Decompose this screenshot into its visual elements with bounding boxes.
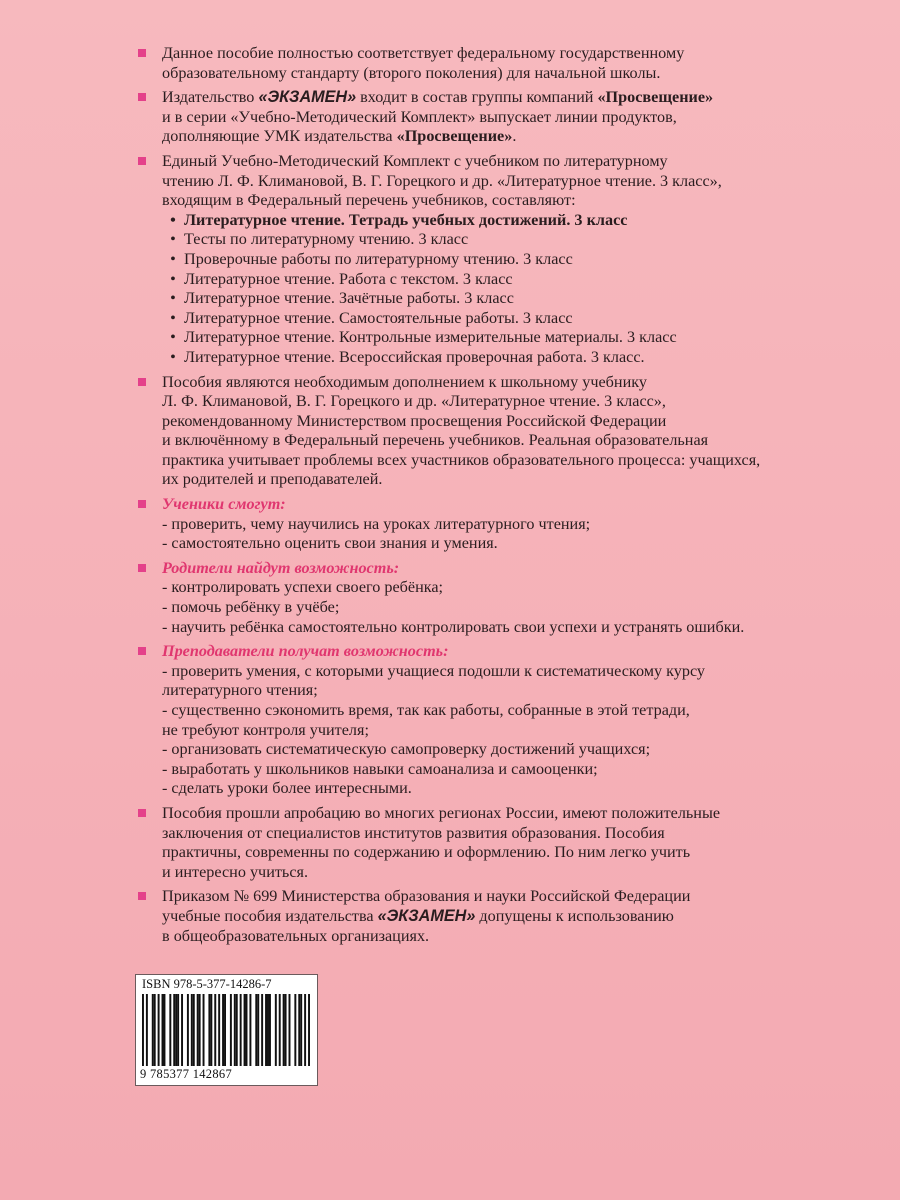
barcode-bar	[203, 994, 205, 1066]
text-line: Единый Учебно-Методический Комплект с учебником по литературному	[162, 151, 668, 170]
text-fragment: учебные пособия издательства	[162, 906, 378, 925]
barcode-bar	[142, 994, 144, 1066]
barcode-bar	[158, 994, 160, 1066]
section-heading: Ученики смогут:	[162, 495, 286, 514]
bullet-icon: •	[170, 308, 176, 327]
publisher-name: «Просвещение»	[396, 127, 513, 146]
barcode-bar	[230, 994, 232, 1066]
barcode-bar	[265, 994, 267, 1066]
barcode-bar	[240, 994, 242, 1066]
list-item-label: Литературное чтение. Работа с текстом. 3 класс	[184, 269, 513, 288]
barcode-bar	[249, 994, 251, 1066]
barcode-bar	[193, 994, 195, 1066]
square-bullet-icon	[138, 809, 146, 817]
list-item-label: Литературное чтение. Всероссийская проверочная работа. 3 класс.	[184, 347, 645, 366]
bullet-icon: •	[170, 210, 176, 229]
text-line: практичны, современны по содержанию и оформлению. По ним легко учить	[162, 843, 691, 862]
text-line: Л. Ф. Климановой, В. Г. Горецкого и др. «Литературное чтение. 3 класс»,	[162, 392, 666, 411]
square-bullet-icon	[138, 647, 146, 655]
barcode-bar	[255, 994, 257, 1066]
text-line: чтению Л. Ф. Климановой, В. Г. Горецкого и др. «Литературное чтение. 3 класс»,	[162, 171, 722, 190]
text-line: - помочь ребёнку в учёбе;	[162, 598, 340, 617]
barcode-bar	[210, 994, 212, 1066]
text-fragment: входит в состав группы компаний	[356, 88, 598, 107]
barcode-bar	[269, 994, 271, 1066]
barcode-bar	[267, 994, 269, 1066]
cover-text	[134, 44, 874, 951]
text-line: Пособия являются необходимым дополнением к школьному учебнику	[162, 372, 647, 391]
list-item-label: Литературное чтение. Контрольные измерительные материалы. 3 класс	[184, 328, 677, 347]
text-line: - проверить, чему научились на уроках литературного чтения;	[162, 514, 591, 533]
barcode-bar	[152, 994, 154, 1066]
publisher-name: «Просвещение»	[597, 88, 714, 107]
paragraph-publisher	[134, 88, 874, 147]
barcode-bar	[236, 994, 238, 1066]
list-item	[162, 230, 874, 250]
list-item-label: Проверочные работы по литературному чтению. 3 класс	[184, 249, 573, 268]
paragraph-addition	[134, 373, 874, 491]
text-line: Пособия прошли апробацию во многих регионах России, имеют положительные	[162, 803, 721, 822]
text-line: - выработать у школьников навыки самоанализа и самооценки;	[162, 759, 598, 778]
barcode-bar	[199, 994, 201, 1066]
barcode-bar	[283, 994, 285, 1066]
barcode-bar	[304, 994, 306, 1066]
list-item	[162, 348, 874, 368]
barcode-bar	[162, 994, 164, 1066]
barcode-bar	[222, 994, 224, 1066]
section-parents	[134, 559, 874, 637]
brand-name: «ЭКЗАМЕН»	[377, 906, 476, 925]
barcode-bar	[208, 994, 210, 1066]
barcode-bar	[289, 994, 291, 1066]
paragraph-approbation	[134, 804, 874, 882]
text-line: практика учитывает проблемы всех участников образовательного процесса: учащихся,	[162, 450, 761, 469]
text-line: - организовать систематическую самопроверку достижений учащихся;	[162, 740, 651, 759]
section-heading: Преподаватели получат возможность:	[162, 642, 449, 661]
bullet-icon: •	[170, 289, 176, 308]
bullet-icon: •	[170, 347, 176, 366]
text-line: Приказом № 699 Министерства образования и науки Российской Федерации	[162, 887, 691, 906]
section-students	[134, 495, 874, 554]
barcode-bar	[261, 994, 263, 1066]
square-bullet-icon	[138, 157, 146, 165]
text-line: входящим в Федеральный перечень учебников, составляют:	[162, 191, 576, 210]
barcode-bar	[177, 994, 179, 1066]
paragraph-standard	[134, 44, 874, 83]
square-bullet-icon	[138, 49, 146, 57]
list-item	[162, 211, 874, 231]
barcode-bar	[197, 994, 199, 1066]
barcode-bar	[300, 994, 302, 1066]
text-fragment: .	[512, 127, 517, 146]
text-line: - проверить умения, с которыми учащиеся подошли к систематическому курсу	[162, 661, 706, 680]
barcode-bar	[187, 994, 189, 1066]
text-line	[162, 88, 874, 108]
barcode-bar	[146, 994, 148, 1066]
list-item-label: Литературное чтение. Самостоятельные работы. 3 класс	[184, 308, 573, 327]
barcode-bar	[169, 994, 171, 1066]
list-item	[162, 270, 874, 290]
section-teachers	[134, 642, 874, 799]
bullet-icon: •	[170, 249, 176, 268]
barcode-bar	[163, 994, 165, 1066]
barcode-bar	[298, 994, 300, 1066]
text-line: - контролировать успехи своего ребёнка;	[162, 578, 444, 597]
list-item-label: Литературное чтение. Зачётные работы. 3 класс	[184, 289, 514, 308]
barcode-bar	[173, 994, 175, 1066]
bullet-icon: •	[170, 269, 176, 288]
square-bullet-icon	[138, 93, 146, 101]
barcode-icon	[142, 994, 310, 1066]
square-bullet-icon	[138, 378, 146, 386]
barcode-bar	[275, 994, 277, 1066]
text-line: их родителей и преподавателей.	[162, 470, 383, 489]
text-fragment: допущены к использованию	[475, 906, 674, 925]
barcode-bar	[294, 994, 296, 1066]
list-item-label: Тесты по литературному чтению. 3 класс	[184, 230, 469, 249]
text-line: образовательному стандарту (второго поколения) для начальной школы.	[162, 63, 661, 82]
square-bullet-icon	[138, 500, 146, 508]
barcode-digits: 9 785377 142867	[140, 1067, 232, 1081]
text-line: и в серии «Учебно-Методический Комплект» выпускает линии продуктов,	[162, 107, 677, 126]
bullet-icon: •	[170, 230, 176, 249]
barcode-bar	[308, 994, 310, 1066]
barcode-bar	[246, 994, 248, 1066]
text-line: в общеобразовательных организациях.	[162, 926, 430, 945]
text-line: - сделать уроки более интересными.	[162, 779, 412, 798]
text-line: Данное пособие полностью соответствует федеральному государственному	[162, 44, 685, 62]
text-fragment: Издательство	[162, 88, 259, 107]
text-fragment: дополняющие УМК издательства	[162, 127, 397, 146]
text-line: рекомендованному Министерством просвещения Российской Федерации	[162, 411, 667, 430]
text-line: и интересно учиться.	[162, 862, 308, 881]
isbn-label: ISBN 978-5-377-14286-7	[142, 977, 272, 991]
barcode-bar	[175, 994, 177, 1066]
list-item-label: Литературное чтение. Тетрадь учебных достижений. 3 класс	[184, 210, 628, 229]
text-line	[162, 907, 874, 927]
barcode-bar	[218, 994, 220, 1066]
list-item	[162, 289, 874, 309]
text-line: - самостоятельно оценить свои знания и умения.	[162, 534, 498, 553]
square-bullet-icon	[138, 564, 146, 572]
text-line: и включённому в Федеральный перечень учебников. Реальная образовательная	[162, 431, 709, 450]
barcode-bar	[154, 994, 156, 1066]
paragraph-order	[134, 887, 874, 946]
section-heading: Родители найдут возможность:	[162, 558, 400, 577]
barcode-bar	[234, 994, 236, 1066]
barcode-bar	[244, 994, 246, 1066]
barcode-bar	[214, 994, 216, 1066]
text-line: - существенно сэкономить время, так как работы, собранные в этой тетради,	[162, 701, 690, 719]
barcode-bar	[224, 994, 226, 1066]
isbn-barcode	[135, 974, 318, 1086]
list-item	[162, 328, 874, 348]
text-line: не требуют контроля учителя;	[162, 720, 369, 739]
text-line: литературного чтения;	[162, 681, 318, 700]
bullet-icon: •	[170, 328, 176, 347]
text-line	[162, 127, 874, 147]
list-item	[162, 309, 874, 329]
square-bullet-icon	[138, 892, 146, 900]
barcode-bar	[257, 994, 259, 1066]
barcode-bar	[181, 994, 183, 1066]
paragraph-umk	[134, 152, 874, 368]
barcode-bar	[279, 994, 281, 1066]
umk-list	[162, 211, 874, 368]
barcode-bar	[191, 994, 193, 1066]
list-item	[162, 250, 874, 270]
brand-name: «ЭКЗАМЕН»	[258, 88, 357, 107]
text-line: - научить ребёнка самостоятельно контролировать свои успехи и устранять ошибки.	[162, 617, 745, 636]
text-line: заключения от специалистов институтов развития образования. Пособия	[162, 823, 665, 842]
barcode-bar	[285, 994, 287, 1066]
